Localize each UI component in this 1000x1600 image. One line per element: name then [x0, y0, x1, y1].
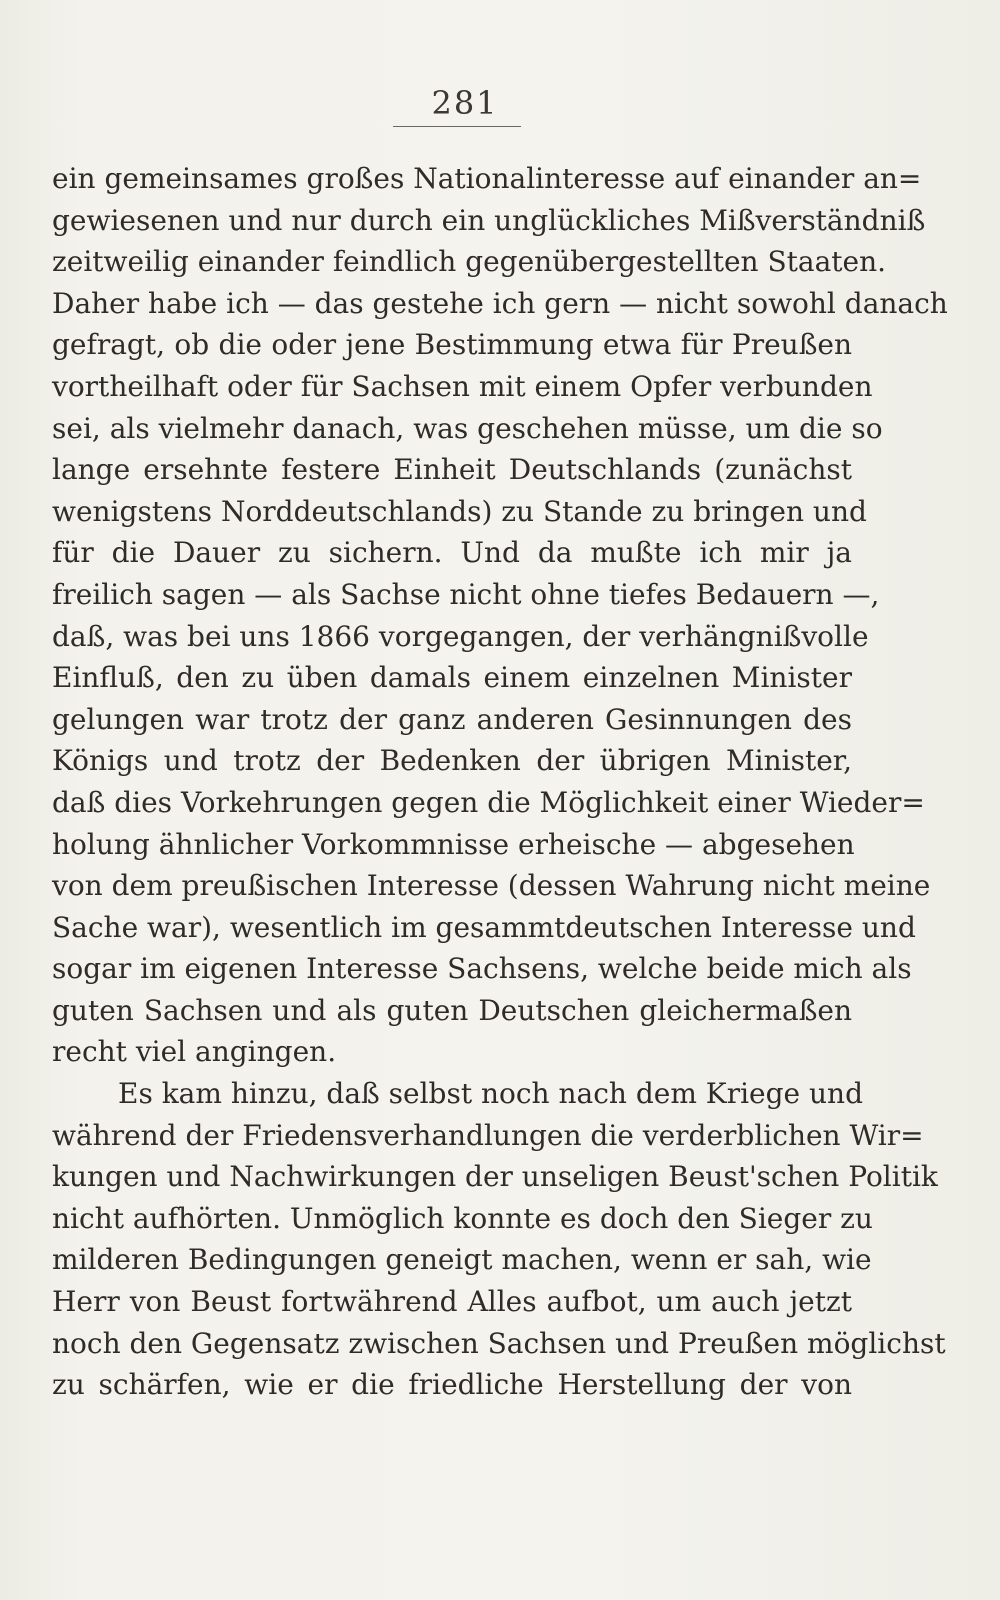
text-line: ein gemeinsames großes Nationalinteresse auf einander an= [52, 162, 922, 195]
text-line: wenigstens Norddeutschlands) zu Stande zu bringen und [52, 494, 867, 528]
text-line: gelungen war trotz der ganz anderen Gesinnungen des [52, 702, 852, 736]
text-line: für die Dauer zu sichern. Und da mußte ich mir ja [52, 536, 852, 570]
header-rule [393, 126, 521, 127]
text-line: Es kam hinzu, daß selbst noch nach dem Kriege und [118, 1077, 863, 1111]
text-line: vortheilhaft oder für Sachsen mit einem Opfer verbunden [52, 369, 873, 403]
text-line: holung ähnlicher Vorkommnisse erheische — abgesehen [52, 827, 855, 861]
text-line: freilich sagen — als Sachse nicht ohne tiefes Bedauern —, [52, 577, 880, 611]
text-line: Daher habe ich — das gestehe ich gern — nicht sowohl danach [52, 286, 948, 320]
text-line: Sache war), wesentlich im gesammtdeutschen Interesse und [52, 910, 916, 944]
text-line: sei, als vielmehr danach, was geschehen müsse, um die so [52, 411, 883, 445]
text-line: zu schärfen, wie er die friedliche Herstellung der von [52, 1368, 852, 1402]
text-line: lange ersehnte festere Einheit Deutschlands (zunächst [52, 453, 852, 487]
page-number: 281 [431, 84, 499, 122]
text-line: kungen und Nachwirkungen der unseligen Beust'schen Politik [52, 1160, 938, 1194]
text-line: recht viel angingen. [52, 1035, 337, 1069]
text-line: Königs und trotz der Bedenken der übrigen Minister, [52, 744, 852, 778]
text-line: von dem preußischen Interesse (dessen Wahrung nicht meine [52, 869, 931, 903]
paragraph-2 [52, 1073, 946, 1406]
text-line: gefragt, ob die oder jene Bestimmung etwa für Preußen [52, 328, 852, 362]
text-line: noch den Gegensatz zwischen Sachsen und Preußen möglichst [52, 1326, 946, 1360]
text-line: milderen Bedingungen geneigt machen, wenn er sah, wie [52, 1243, 872, 1277]
text-line: nicht aufhörten. Unmöglich konnte es doch den Sieger zu [52, 1201, 873, 1235]
text-line: zeitweilig einander feindlich gegenübergestellten Staaten. [52, 245, 887, 279]
text-line: Einfluß, den zu üben damals einem einzelnen Minister [52, 661, 852, 695]
text-line: Herr von Beust fortwährend Alles aufbot, um auch jetzt [52, 1285, 852, 1319]
text-line: guten Sachsen und als guten Deutschen gleichermaßen [52, 993, 852, 1027]
text-line: daß, was bei uns 1866 vorgegangen, der verhängnißvolle [52, 619, 869, 653]
text-line: gewiesenen und nur durch ein unglückliches Mißverständniß [52, 203, 926, 237]
body-text [52, 158, 948, 1406]
paragraph-1 [52, 158, 948, 1073]
text-line: während der Friedensverhandlungen die verderblichen Wir= [52, 1118, 924, 1152]
text-line: sogar im eigenen Interesse Sachsens, welche beide mich als [52, 952, 912, 986]
text-line: daß dies Vorkehrungen gegen die Möglichkeit einer Wieder= [52, 785, 925, 819]
